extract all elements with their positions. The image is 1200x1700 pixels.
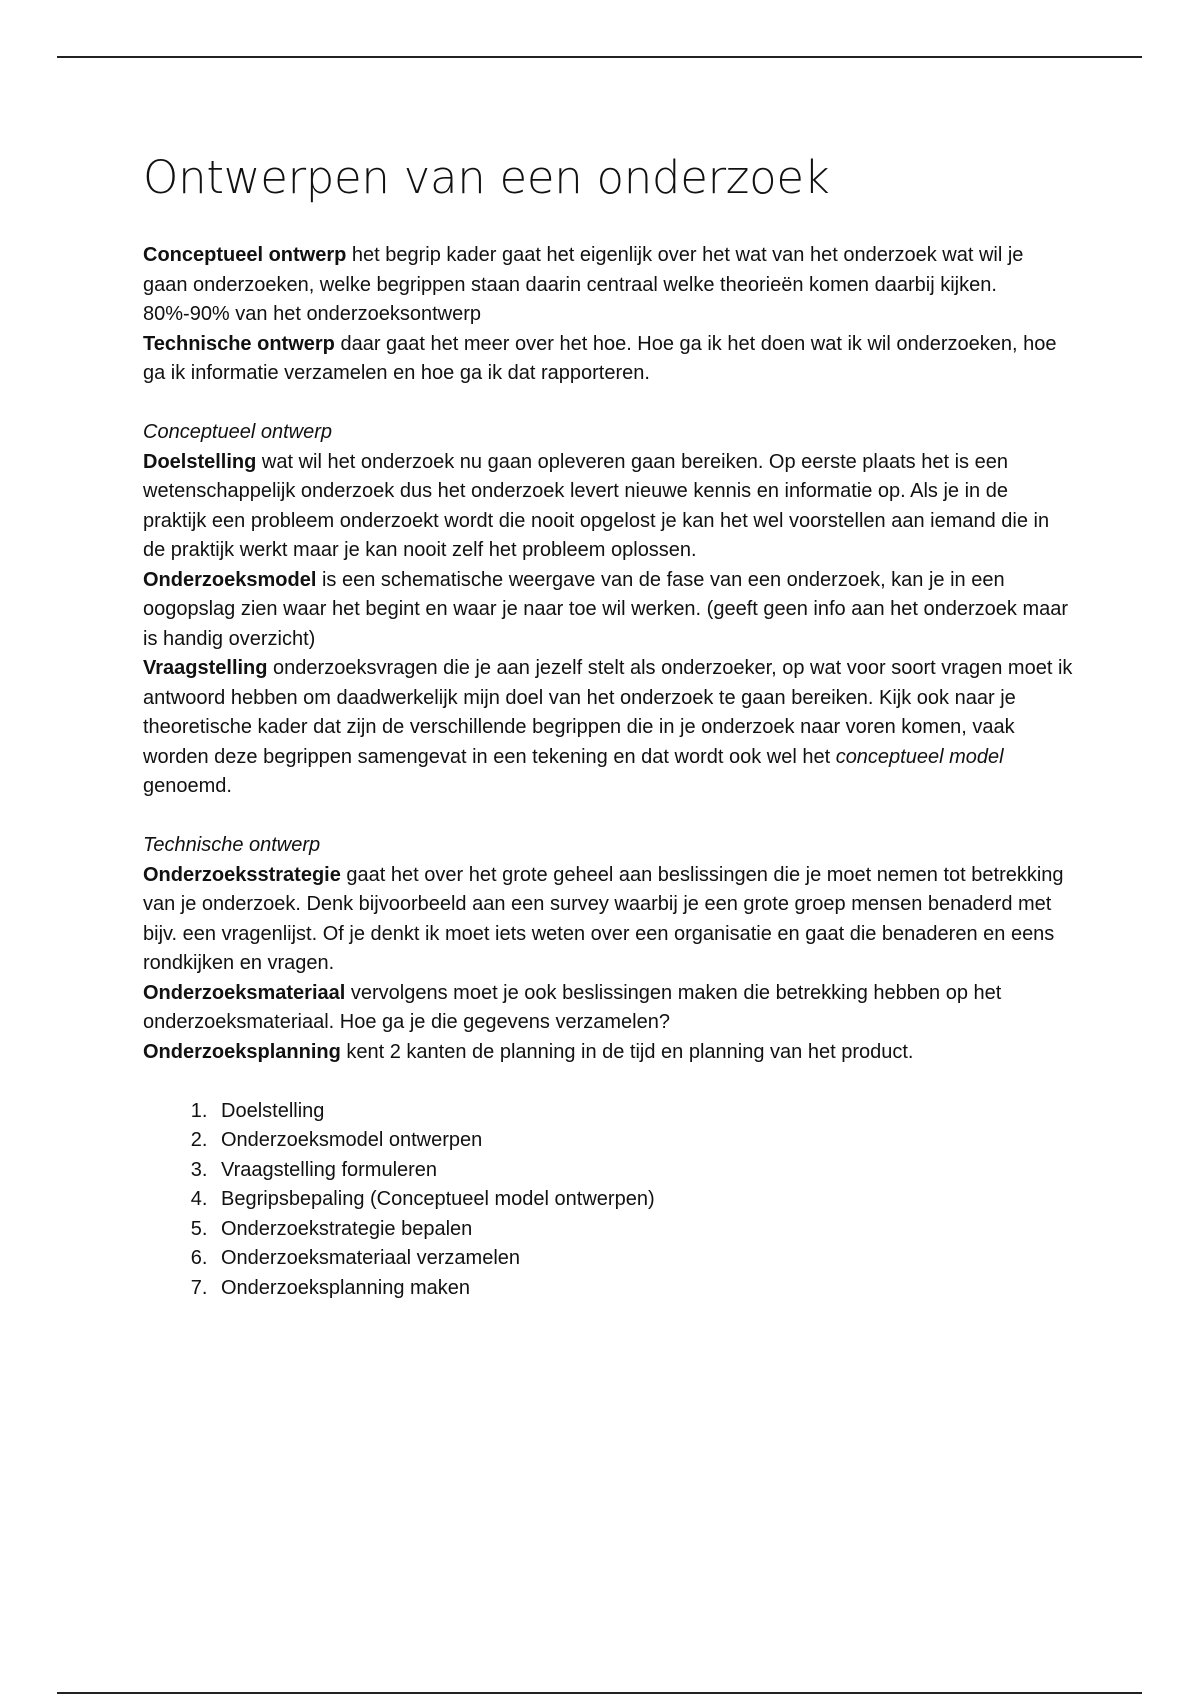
- steps-list: [143, 1097, 1073, 1304]
- page-title: Ontwerpen van een onderzoek: [143, 151, 830, 204]
- paragraph-onderzoeksstrategie: Onderzoeksstrategie gaat het over het grote geheel aan beslissingen die je moet nemen tot betrekking van je onderzoek. Denk bijvoorbeeld aan een survey waarbij je een grote groep mensen benaderd met bijv. een vragenlijst. Of je denkt ik moet iets weten over een organisatie en gaat die benaderen en eens rondkijken en vragen.: [143, 863, 1064, 974]
- footer-rule: [57, 1692, 1142, 1694]
- list-item: 3. Vraagstelling formuleren: [213, 1156, 1073, 1186]
- list-item: 4. Begripsbepaling (Conceptueel model ontwerpen): [213, 1185, 1073, 1215]
- term: Technische ontwerp: [143, 332, 335, 355]
- list-item: 7. Onderzoeksplanning maken: [213, 1274, 1073, 1304]
- paragraph-onderzoeksplanning: Onderzoeksplanning kent 2 kanten de planning in de tijd en planning van het product.: [143, 1040, 914, 1063]
- paragraph-vraagstelling: Vraagstelling onderzoeksvragen die je aan jezelf stelt als onderzoeker, op wat voor soort vragen moet ik antwoord hebben om daadwerkelijk mijn doel van het onderzoek te gaan bereiken. Kijk ook naar je theoretische kader dat zijn de verschillende begrippen die in je onderzoek naar voren komen, vaak worden deze begrippen samengevat in een tekening en dat wordt ook wel het conceptueel model genoemd.: [143, 657, 1073, 797]
- header-rule: [57, 56, 1142, 58]
- document-body: [143, 150, 1073, 1303]
- paragraph-onderzoeksmodel: Onderzoeksmodel is een schematische weergave van de fase van een onderzoek, kan je in een oogopslag zien waar het begint en waar je naar toe wil werken. (geeft geen info aan het onderzoek maar is handig overzicht): [143, 568, 1069, 650]
- intro-technisch: Technische ontwerp daar gaat het meer over het hoe. Hoe ga ik het doen wat ik wil onderzoeken, hoe ga ik informatie verzamelen en hoe ga ik dat rapporteren.: [143, 332, 1057, 384]
- paragraph-onderzoeksmateriaal: Onderzoeksmateriaal vervolgens moet je ook beslissingen maken die betrekking hebben op het onderzoeksmateriaal. Hoe ga je die gegevens verzamelen?: [143, 981, 1002, 1033]
- list-item: 6. Onderzoeksmateriaal verzamelen: [213, 1244, 1073, 1274]
- list-item: 1. Doelstelling: [213, 1097, 1073, 1127]
- term: Conceptueel ontwerp: [143, 244, 347, 266]
- list-item: 2. Onderzoeksmodel ontwerpen: [213, 1126, 1073, 1156]
- section-heading-conceptueel: Conceptueel ontwerp: [143, 421, 333, 443]
- intro-conceptueel: Conceptueel ontwerp het begrip kader gaat het eigenlijk over het wat van het onderzoek wat wil je gaan onderzoeken, welke begrippen staan daarin centraal welke theorieën komen daarbij kijken. 80%-90% van het onderzoeksontwerp: [143, 244, 1024, 325]
- list-item: 5. Onderzoekstrategie bepalen: [213, 1215, 1073, 1245]
- paragraph-doelstelling: Doelstelling wat wil het onderzoek nu gaan opleveren gaan bereiken. Op eerste plaats het is een wetenschappelijk onderzoek dus het onderzoek levert nieuwe kennis en informatie op. Als je in de praktijk een probleem onderzoekt wordt die nooit opgelost je kan het wel voorstellen aan iemand die in de praktijk werkt maar je kan nooit zelf het probleem oplossen.: [143, 450, 1050, 561]
- section-heading-technisch: Technische ontwerp: [143, 834, 321, 856]
